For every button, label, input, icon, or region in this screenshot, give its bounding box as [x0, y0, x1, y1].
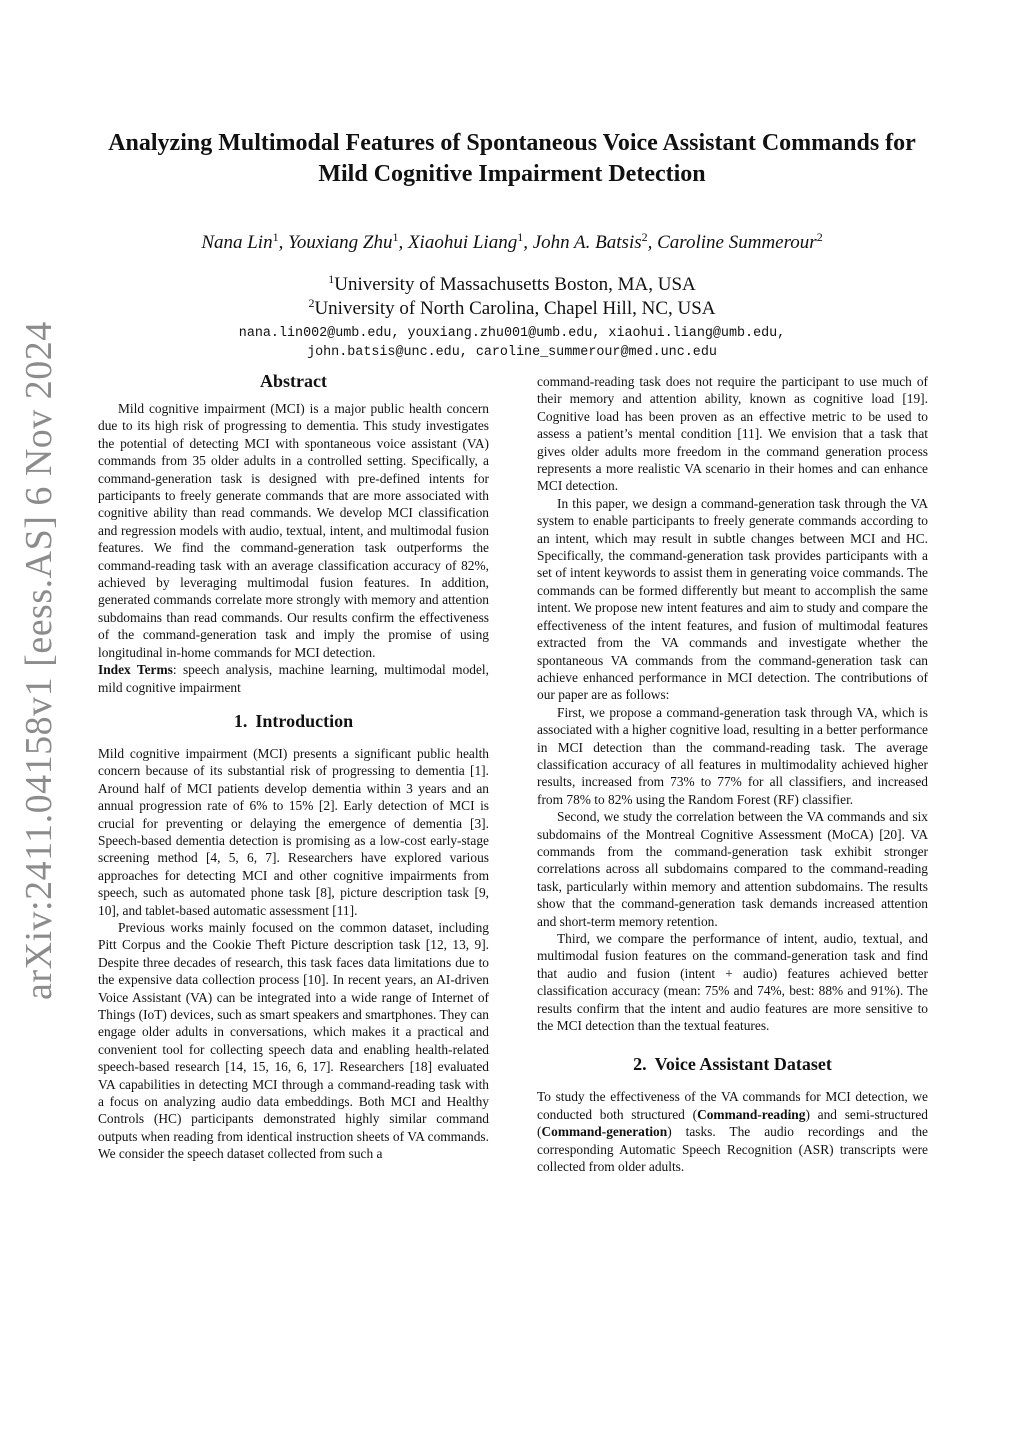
author: Caroline Summerour$^2$: [657, 230, 823, 253]
author: Nana Lin$^1$,: [201, 230, 289, 253]
paragraph: Third, we compare the performance of intent, audio, textual, and multimodal fusion features on the command-generation task and find that audio and fusion (intent + audio) features achieved better classification accuracy (mean: 75% and 74%, best: 88% and 91%). The results confirm that the intent and audio features are more sensitive to the MCI detection than the textual features.: [537, 931, 928, 1034]
abstract-heading: Abstract: [260, 371, 327, 391]
affiliation: $^1$University of Massachusetts Boston, MA, USA: [328, 272, 696, 295]
paragraph: Mild cognitive impairment (MCI) presents a significant public health concern because of its substantial risk of progressing to dementia [1]. Around half of MCI patients develop dementia within 3 years and an annual progression rate of 6% to 15% [2]. Early detection of MCI is crucial for preventing or delaying the emergence of dementia [3]. Speech-based dementia detection is promising as a low-cost early-stage screening method [4, 5, 6, 7]. Researchers have explored various approaches for detecting MCI and other cognitive impairments from speech, such as automated phone task [8], picture description task [9, 10], and tablet-based automatic assessment [11].: [98, 745, 489, 918]
section-heading-introduction: 1. Introduction: [233, 710, 354, 731]
author-list: [60, 230, 964, 256]
affiliation: $^2$University of North Carolina, Chapel Hill, NC, USA: [308, 296, 716, 319]
paragraph: Previous works mainly focused on the common dataset, including Pitt Corpus and the Cookie Theft Picture description task [12, 13, 9]. Despite three decades of research, this task faces data limitations due to the expensive data collection process [10]. In recent years, an AI-driven Voice Assistant (VA) can be integrated into a wide range of Internet of Things (IoT) devices, such as smart speakers and smartphones. They can engage older adults in conversations, which makes it a practical and convenient tool for collecting speech data and enabling health-related speech-based research [14, 15, 16, 6, 17]. Researchers [18] evaluated VA capabilities in detecting MCI through a command-reading task with a focus on analyzing audio data embeddings. Both MCI and Healthy Controls (HC) participants demonstrated highly similar command outputs when reading from identical instruction sheets of VA commands. We consider the speech dataset collected from such a: [98, 919, 489, 1162]
paper-title: [70, 128, 954, 190]
abstract-text: Mild cognitive impairment (MCI) is a major public health concern due to its high risk of progressing to dementia. This study investigates the potential of detecting MCI with spontaneous voice assistant (VA) commands from 35 older adults in a controlled setting. Specifically, a command-generation task is designed with pre-defined intents for participants to freely generate commands that are more associated with cognitive ability than read commands. We develop MCI classification and regression models with audio, textual, intent, and multimodal fusion features. We find the command-generation task outperforms the command-reading task with an average classification accuracy of 82%, achieved by leveraging multimodal fusion features. In addition, generated commands correlate more strongly with memory and attention subdomains than read commands. Our results confirm the effectiveness of the command-generation task and imply the promise of using longitudinal in-home commands for MCI detection.: [98, 401, 489, 660]
title-line-1: Analyzing Multimodal Features of Spontaneous Voice Assistant Commands for: [108, 130, 916, 156]
title-line-2: Mild Cognitive Impairment Detection: [318, 161, 706, 187]
email-line: john.batsis@unc.edu, caroline_summerour@med.unc.edu: [307, 345, 717, 360]
author: Youxiang Zhu$^1$,: [288, 230, 408, 253]
paragraph: In this paper, we design a command-generation task through the VA system to enable participants to freely generate commands according to an intent, which may result in subtle changes between MCI and HC. Specifically, the command-generation task provides participants with a set of intent keywords to assist them in generating voice commands. The commands can be formed differently but meant to accomplish the same intent. We propose new intent features and aim to study and compare the effectiveness of the intent features, and fusion of multimodal features extracted from the VA commands and investigate whether the spontaneous VA commands from the command-generation task can achieve enhanced performance in MCI detection. The contributions of our paper are as follows:: [537, 495, 928, 703]
author-emails: [60, 324, 964, 362]
email-line: nana.lin002@umb.edu, youxiang.zhu001@umb.edu, xiaohui.liang@umb.edu,: [238, 326, 786, 341]
paragraph: command-reading task does not require the participant to use much of their memory and attention ability, known as cognitive load [19]. Cognitive load has been proven as an effective metric to be used to assess a patient’s mental condition [11]. We envision that a task that gives older adults more freedom in the command generation process represents a more realistic VA scenario in their homes and can enhance MCI detection.: [537, 374, 928, 494]
index-terms: Index Terms: speech analysis, machine learning, multimodal model, mild cognitive impairment: [98, 662, 489, 695]
paragraph: To study the effectiveness of the VA commands for MCI detection, we conducted both structured (Command-reading) and semi-structured (Command-generation) tasks. The audio recordings and the corresponding Automatic Speech Recognition (ASR) transcripts were collected from older adults.: [537, 1089, 928, 1175]
author: John A. Batsis$^2$,: [532, 230, 658, 253]
paragraph: Second, we study the correlation between the VA commands and six subdomains of the Montreal Cognitive Assessment (MoCA) [20]. VA commands from the command-generation task exhibit stronger correlations across all subdomains compared to the command-reading task, particularly within memory and attention subdomains. The results show that the command-generation task demands increased attention and short-term memory retention.: [537, 809, 928, 929]
author: Xiaohui Liang$^1$,: [407, 230, 533, 253]
left-column: [98, 368, 489, 1163]
right-column: [537, 373, 928, 1175]
paragraph: First, we propose a command-generation task through VA, which is associated with a higher cognitive load, resulting in a better performance in MCI detection than the command-reading task. The average classification accuracy of all features in multimodality achieved higher results, increased from 73% to 77% for all classifiers, and increased from 78% to 82% using the Random Forest (RF) classifier.: [537, 704, 928, 807]
arxiv-identifier-stamp: arXiv:2411.04158v1 [eess.AS] 6 Nov 2024: [18, 321, 60, 1000]
section-heading-dataset: 2. Voice Assistant Dataset: [633, 1054, 832, 1075]
